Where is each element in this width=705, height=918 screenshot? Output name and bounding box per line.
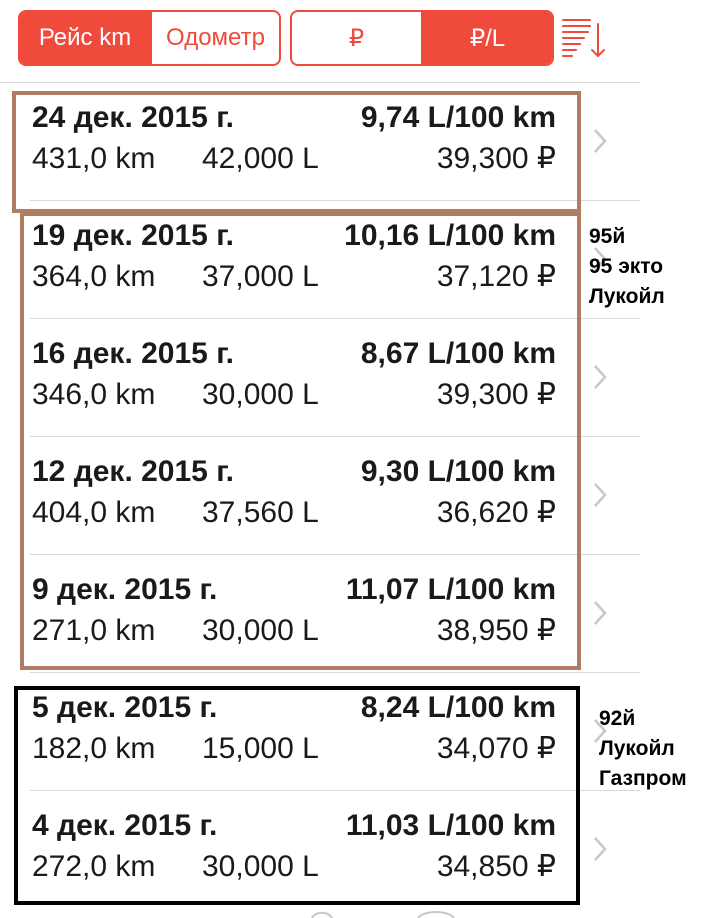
entry-distance: 364,0 km — [32, 260, 156, 293]
entry-consumption: 11,07 L/100 km — [345, 573, 556, 606]
segment-price-total[interactable]: ₽ — [348, 24, 365, 52]
entry-price: 37,120 ₽ — [436, 260, 556, 293]
entry-date: 5 дек. 2015 г. — [32, 691, 218, 724]
price-mode-segmented-control — [290, 10, 554, 66]
note-line: Газпром — [599, 767, 687, 790]
list-item[interactable] — [0, 437, 640, 555]
entry-consumption: 9,30 L/100 km — [360, 455, 556, 488]
entry-price: 39,300 ₽ — [436, 142, 556, 175]
list-item[interactable] — [0, 555, 640, 673]
entry-distance: 346,0 km — [32, 378, 156, 411]
segment-odometer[interactable]: Одометр — [150, 12, 279, 64]
chevron-right-icon — [592, 481, 608, 509]
note-line: Лукойл — [589, 285, 665, 308]
chevron-right-icon — [592, 363, 608, 391]
list-item[interactable] — [0, 201, 640, 319]
note-line: 92й — [599, 707, 636, 730]
entry-price: 38,950 ₽ — [436, 614, 556, 647]
note-line: Лукойл — [599, 737, 675, 760]
entry-consumption: 8,24 L/100 km — [360, 691, 556, 724]
toolbar — [0, 0, 640, 82]
list-item[interactable] — [0, 319, 640, 437]
chevron-right-icon — [592, 127, 608, 155]
entry-volume: 37,560 L — [202, 496, 319, 529]
entry-date: 12 дек. 2015 г. — [32, 455, 235, 488]
entry-date: 9 дек. 2015 г. — [32, 573, 218, 606]
entry-consumption: 11,03 L/100 km — [345, 809, 556, 842]
annotation-note-92 — [599, 704, 687, 794]
list-item[interactable] — [0, 83, 640, 201]
entry-consumption: 10,16 L/100 km — [344, 219, 556, 252]
segment-price-per-liter[interactable]: ₽/L — [421, 12, 552, 64]
entry-volume: 30,000 L — [202, 614, 319, 647]
note-line: 95й — [589, 225, 626, 248]
annotation-note-95 — [589, 222, 665, 312]
tab-bar-edge — [300, 905, 500, 918]
entry-distance: 404,0 km — [32, 496, 156, 529]
entry-consumption: 9,74 L/100 km — [360, 101, 556, 134]
entry-volume: 42,000 L — [202, 142, 319, 175]
entry-date: 16 дек. 2015 г. — [32, 337, 235, 370]
chevron-right-icon — [592, 599, 608, 627]
entry-price: 34,850 ₽ — [436, 850, 556, 883]
entry-date: 4 дек. 2015 г. — [32, 809, 218, 842]
chevron-right-icon — [592, 835, 608, 863]
entry-distance: 182,0 km — [32, 732, 156, 765]
entry-date: 24 дек. 2015 г. — [32, 101, 235, 134]
entry-distance: 271,0 km — [32, 614, 156, 647]
entry-distance: 272,0 km — [32, 850, 156, 883]
entry-volume: 37,000 L — [202, 260, 319, 293]
entry-volume: 30,000 L — [202, 378, 319, 411]
distance-mode-segmented-control — [18, 10, 281, 66]
entry-price: 39,300 ₽ — [436, 378, 556, 411]
list-item[interactable] — [0, 673, 640, 791]
entry-price: 34,070 ₽ — [436, 732, 556, 765]
entry-price: 36,620 ₽ — [436, 496, 556, 529]
entry-volume: 30,000 L — [202, 850, 319, 883]
list-item[interactable] — [0, 791, 640, 909]
note-line: 95 экто — [589, 255, 664, 278]
entry-date: 19 дек. 2015 г. — [32, 219, 235, 252]
sort-descending-icon[interactable] — [560, 14, 608, 62]
entry-consumption: 8,67 L/100 km — [360, 337, 556, 370]
entry-distance: 431,0 km — [32, 142, 156, 175]
entry-volume: 15,000 L — [202, 732, 319, 765]
segment-trip-km[interactable]: Рейс km — [20, 12, 150, 64]
